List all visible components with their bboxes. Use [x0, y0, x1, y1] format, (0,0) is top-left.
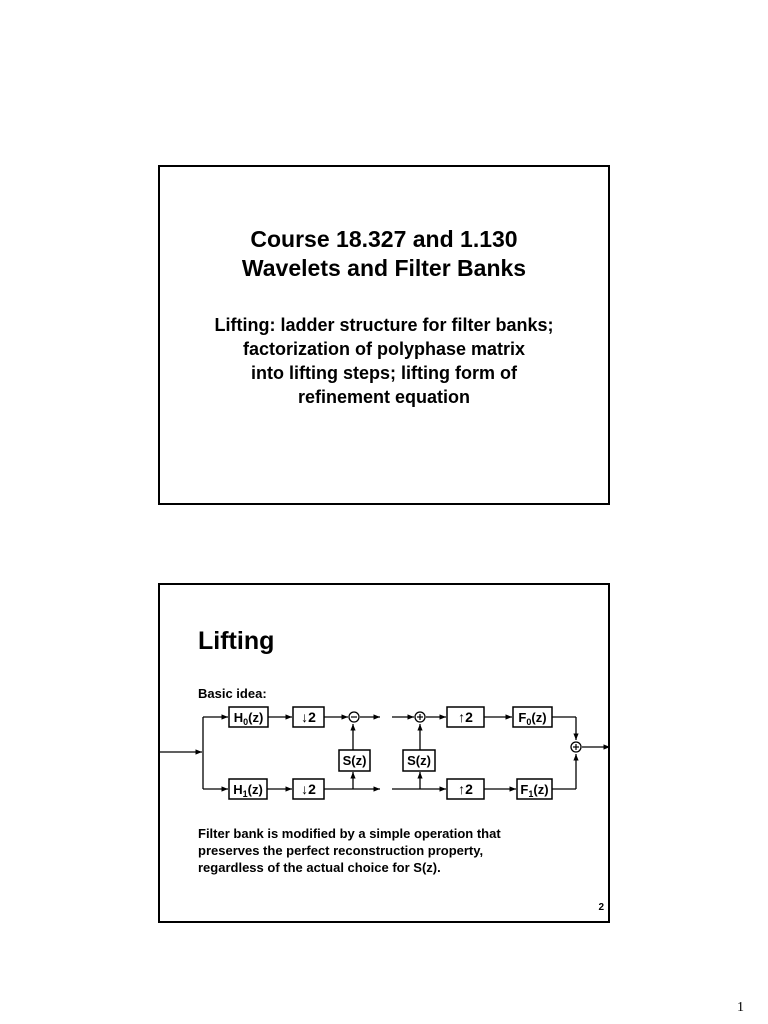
- lecture-topics: [160, 313, 608, 409]
- topic-line: Lifting: ladder structure for filter banks;: [214, 315, 554, 335]
- slide-description: [198, 825, 501, 876]
- description-line: regardless of the actual choice for S(z).: [198, 860, 441, 875]
- downsample-label: ↓2: [301, 709, 316, 725]
- description-line: preserves the perfect reconstruction property,: [198, 843, 484, 858]
- topic-line: into lifting steps; lifting form of: [251, 363, 517, 383]
- title-slide: [158, 165, 610, 505]
- h0-label: $H_0(z)$: [233, 710, 264, 727]
- page-number: 1: [737, 1000, 744, 1015]
- slide-number: 2: [598, 902, 604, 913]
- course-subtitle: Wavelets and Filter Banks: [241, 255, 527, 281]
- slide-title: Lifting: [198, 627, 275, 655]
- lifting-slide: [158, 583, 610, 923]
- topic-line: refinement equation: [297, 387, 471, 407]
- upsample-label: ↑2: [458, 781, 473, 797]
- h1-label: $H_1(z)$: [233, 782, 263, 799]
- f1-label: $F_1(z)$: [520, 782, 549, 799]
- course-title: Course 18.327 and 1.130: [250, 226, 518, 252]
- f0-label: $F_0(z)$: [518, 710, 547, 727]
- upsample-label: ↑2: [458, 709, 473, 725]
- s-label: S(z): [342, 753, 367, 768]
- basic-idea-label: Basic idea:: [198, 686, 267, 701]
- s-label: S(z): [407, 753, 431, 768]
- lifting-diagram: [158, 700, 610, 820]
- downsample-label: ↓2: [301, 781, 316, 797]
- description-line: Filter bank is modified by a simple operation that: [198, 826, 501, 841]
- topic-line: factorization of polyphase matrix: [242, 339, 526, 359]
